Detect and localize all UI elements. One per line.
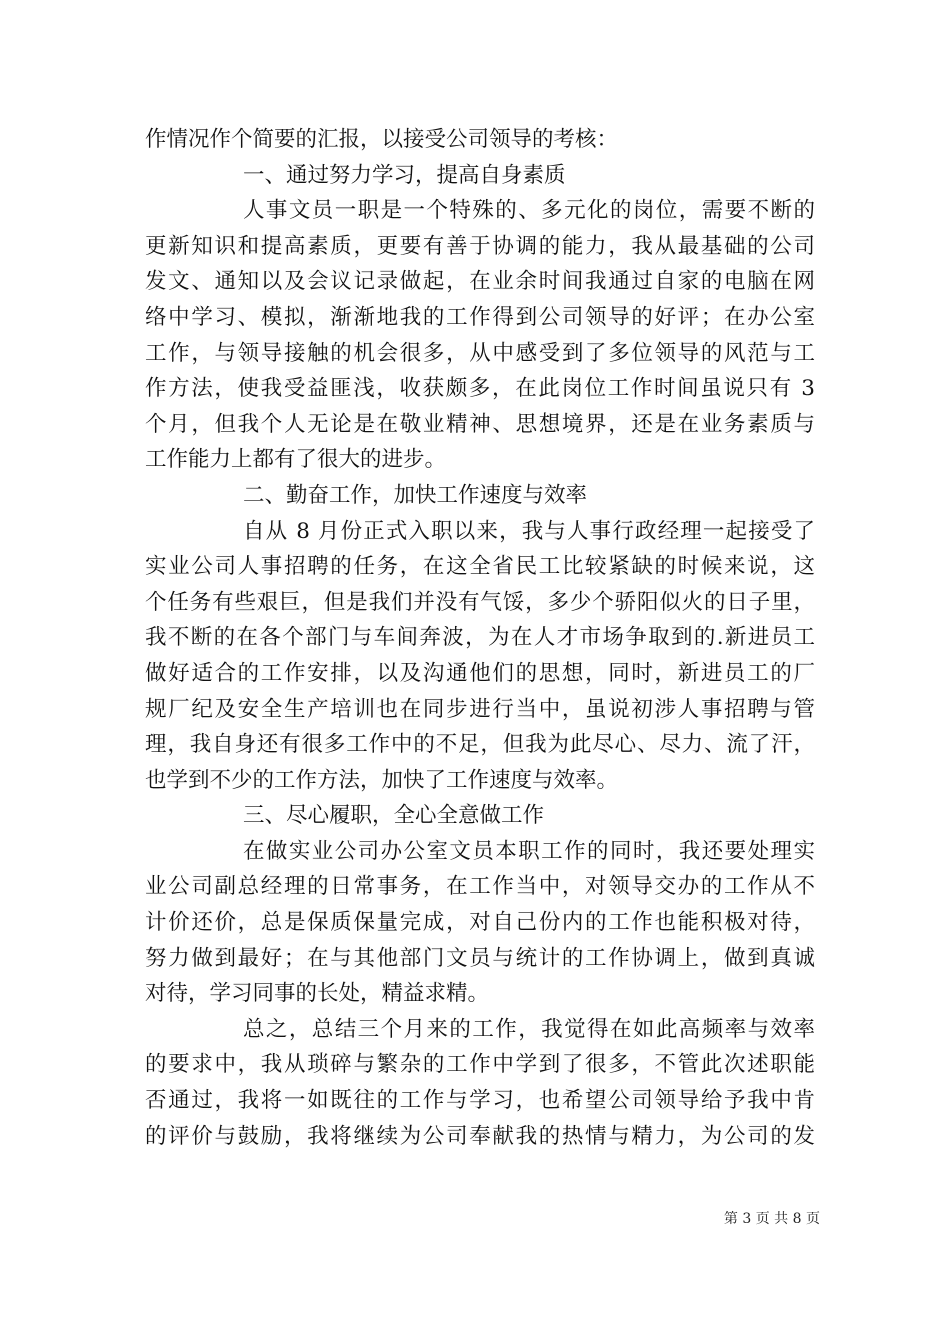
page-number: 第 3 页 共 8 页 (723, 1211, 820, 1227)
text-line: 工作，与领导接触的机会很多，从中感受到了多位领导的风范与工 (145, 340, 815, 366)
section-heading-2: 二、勤奋工作，加快工作速度与效率 (243, 482, 588, 508)
text-line: 的要求中，我从琐碎与繁杂的工作中学到了很多，不管此次述职能 (145, 1052, 815, 1078)
text-line: 发文、通知以及会议记录做起，在业余时间我通过自家的电脑在网 (145, 269, 815, 295)
section-heading-3: 三、尽心履职，全心全意做工作 (243, 803, 545, 829)
text-line: 对待，学习同事的长处，精益求精。 (145, 981, 490, 1007)
text-line: 计价还价，总是保质保量完成，对自己份内的工作也能积极对待， (145, 910, 815, 936)
text-line: 自从 8 月份正式入职以来，我与人事行政经理一起接受了 (243, 518, 815, 544)
text-line: 的评价与鼓励，我将继续为公司奉献我的热情与精力，为公司的发 (145, 1123, 815, 1149)
text-line: 个月，但我个人无论是在敬业精神、思想境界，还是在业务素质与 (145, 411, 815, 437)
text-line: 作情况作个简要的汇报，以接受公司领导的考核： (145, 127, 619, 152)
text-line: 作方法，使我受益匪浅，收获颇多，在此岗位工作时间虽说只有 3 (145, 376, 815, 402)
document-body (145, 122, 815, 1154)
text-line: 人事文员一职是一个特殊的、多元化的岗位，需要不断的 (243, 198, 815, 224)
text-line: 否通过，我将一如既往的工作与学习，也希望公司领导给予我中肯 (145, 1088, 815, 1114)
text-line: 个任务有些艰巨，但是我们并没有气馁，多少个骄阳似火的日子里， (145, 589, 815, 615)
text-line: 理，我自身还有很多工作中的不足，但我为此尽心、尽力、流了汗， (145, 732, 815, 758)
text-line: 我不断的在各个部门与车间奔波，为在人才市场争取到的.新进员工 (145, 625, 815, 651)
text-line: 实业公司人事招聘的任务，在这全省民工比较紧缺的时候来说，这 (145, 554, 815, 580)
section-heading-1: 一、通过努力学习，提高自身素质 (243, 162, 566, 188)
text-line: 总之，总结三个月来的工作，我觉得在如此高频率与效率 (243, 1016, 815, 1042)
text-line: 努力做到最好；在与其他部门文员与统计的工作协调上，做到真诚 (145, 945, 815, 971)
text-line: 规厂纪及安全生产培训也在同步进行当中，虽说初涉人事招聘与管 (145, 696, 815, 722)
text-line: 在做实业公司办公室文员本职工作的同时，我还要处理实 (243, 838, 815, 864)
text-line: 做好适合的工作安排，以及沟通他们的思想，同时，新进员工的厂 (145, 660, 815, 686)
text-line: 工作能力上都有了很大的进步。 (145, 447, 447, 473)
text-line: 更新知识和提高素质，更要有善于协调的能力，我从最基础的公司 (145, 233, 815, 259)
text-line: 络中学习、模拟，渐渐地我的工作得到公司领导的好评；在办公室 (145, 304, 815, 330)
text-line: 也学到不少的工作方法，加快了工作速度与效率。 (145, 767, 619, 793)
text-line: 业公司副总经理的日常事务，在工作当中，对领导交办的工作从不 (145, 874, 815, 900)
